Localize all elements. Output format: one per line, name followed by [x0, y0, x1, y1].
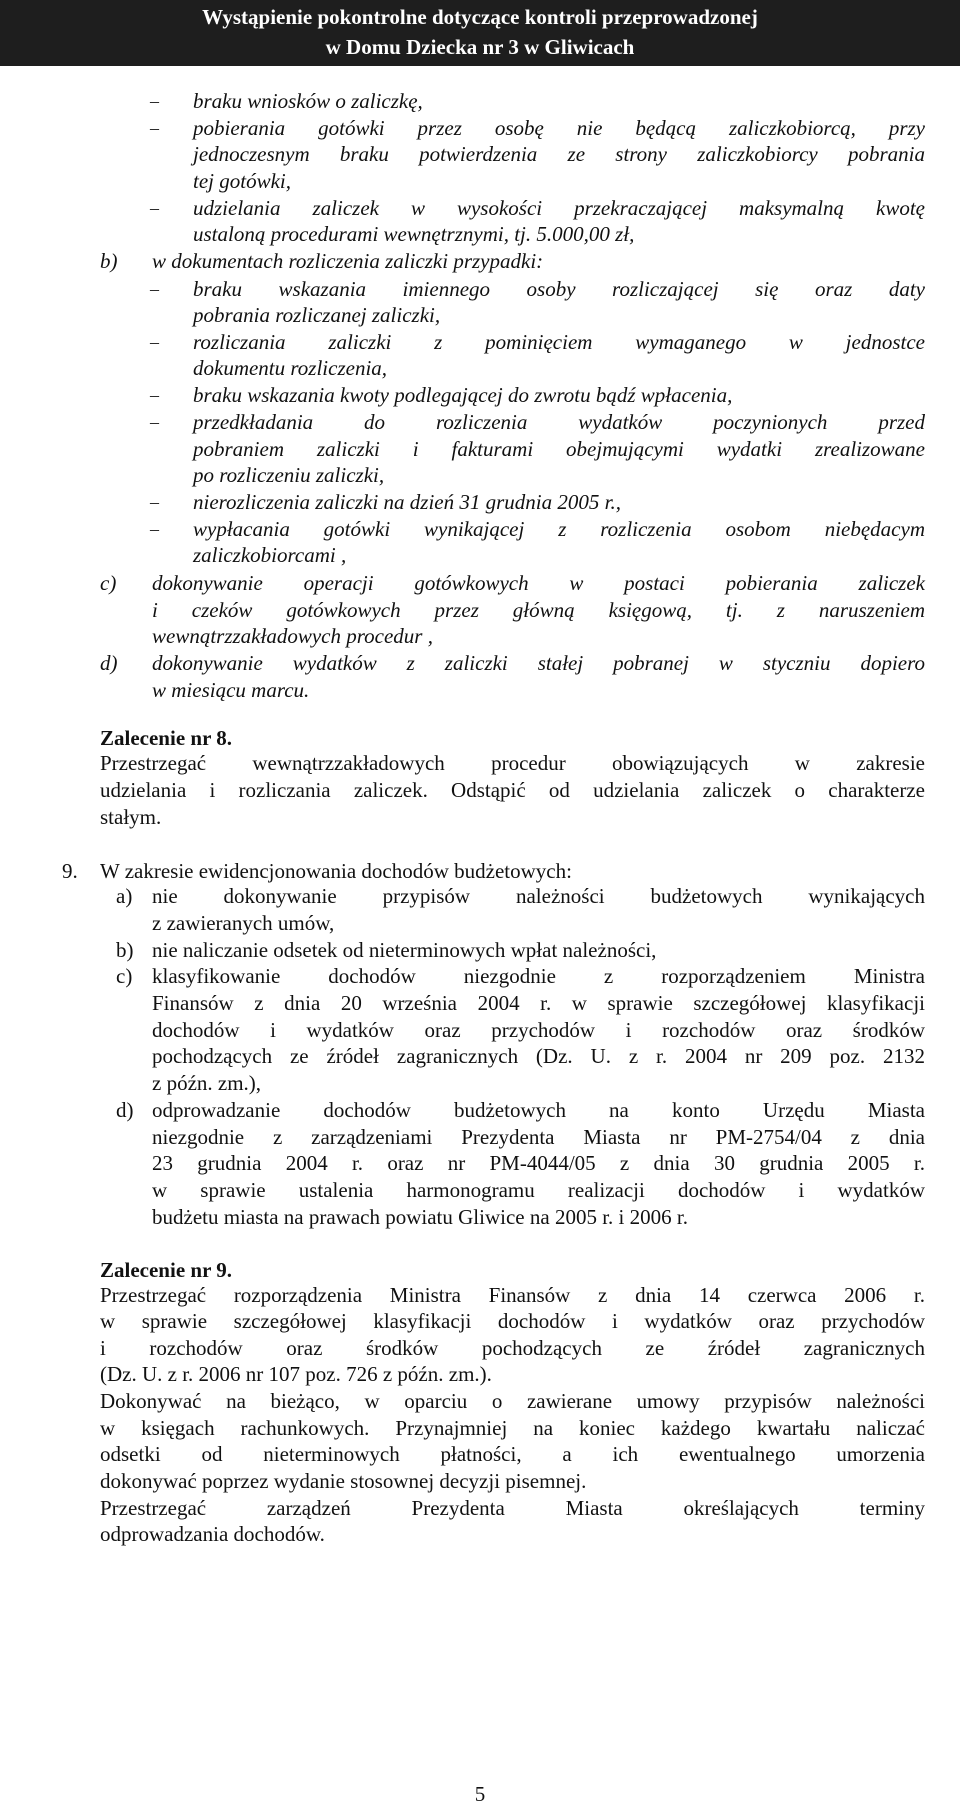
list-dash: – — [150, 279, 159, 299]
section-c-line: wewnątrzzakładowych procedur , — [152, 624, 433, 648]
point-9-item-line: pochodzących ze źródeł zagranicznych (Dz. U. z r. 2004 nr 209 poz. 2132 — [152, 1044, 925, 1068]
list-dash: – — [150, 412, 159, 432]
recommendation-9-line: Przestrzegać rozporządzenia Ministra Finansów z dnia 14 czerwca 2006 r. — [100, 1283, 925, 1307]
recommendation-9-line: dokonywać poprzez wydanie stosownej decyzji pisemnej. — [100, 1469, 587, 1493]
list-item-line: braku wniosków o zaliczkę, — [193, 89, 423, 113]
section-d-line: dokonywanie wydatków z zaliczki stałej pobranej w styczniu dopiero — [152, 651, 925, 675]
list-item-line: braku wskazania imiennego osoby rozliczającej się oraz daty — [193, 277, 925, 301]
point-9-item-line: w sprawie ustalenia harmonogramu realizacji dochodów i wydatków — [152, 1178, 925, 1202]
recommendation-9-line: odsetki od nieterminowych płatności, a ich ewentualnego umorzenia — [100, 1442, 925, 1466]
section-c-line: dokonywanie operacji gotówkowych w postaci pobierania zaliczek — [152, 571, 925, 595]
point-9-item-line: nie naliczanie odsetek od nieterminowych wpłat należności, — [152, 938, 657, 962]
document-header — [0, 0, 960, 66]
list-dash: – — [150, 91, 159, 111]
recommendation-9-line: Przestrzegać zarządzeń Prezydenta Miasta określających terminy — [100, 1496, 925, 1520]
point-9-marker: a) — [116, 884, 133, 908]
point-9-item-line: nie dokonywanie przypisów należności budżetowych wynikających — [152, 884, 925, 908]
list-item-line: po rozliczeniu zaliczki, — [193, 463, 385, 487]
list-item-line: rozliczania zaliczki z pominięciem wymaganego w jednostce — [193, 330, 925, 354]
list-item-line: nierozliczenia zaliczki na dzień 31 grudnia 2005 r., — [193, 490, 621, 514]
section-d-line: w miesiącu marcu. — [152, 678, 310, 702]
section-c-line: i czeków gotówkowych przez główną księgową, tj. z naruszeniem — [152, 598, 925, 622]
list-dash: – — [150, 332, 159, 352]
list-item-line: wypłacania gotówki wynikającej z rozliczenia osobom niebędacym — [193, 517, 925, 541]
point-9-heading: W zakresie ewidencjonowania dochodów budżetowych: — [100, 859, 572, 883]
list-item-line: udzielania zaliczek w wysokości przekraczającej maksymalną kwotę — [193, 196, 925, 220]
point-9-item-line: klasyfikowanie dochodów niezgodnie z rozporządzeniem Ministra — [152, 964, 925, 988]
recommendation-8-line: udzielania i rozliczania zaliczek. Odstąpić od udzielania zaliczek o charakterze — [100, 778, 925, 802]
recommendation-9-line: w sprawie szczegółowej klasyfikacji dochodów i wydatków oraz przychodów — [100, 1309, 925, 1333]
recommendation-9-line: i rozchodów oraz środków pochodzących ze źródeł zagranicznych — [100, 1336, 925, 1360]
recommendation-9-line: (Dz. U. z r. 2006 nr 107 poz. 726 z późn. zm.). — [100, 1362, 492, 1386]
point-9-item-line: Finansów z dnia 20 września 2004 r. w sprawie szczegółowej klasyfikacji — [152, 991, 925, 1015]
list-dash: – — [150, 385, 159, 405]
recommendation-8-line: stałym. — [100, 805, 162, 829]
list-item-line: przedkładania do rozliczenia wydatków poczynionych przed — [193, 410, 925, 434]
recommendation-8-title: Zalecenie nr 8. — [100, 726, 233, 750]
recommendation-9-line: odprowadzania dochodów. — [100, 1522, 325, 1546]
point-9-item-line: niezgodnie z zarządzeniami Prezydenta Miasta nr PM-2754/04 z dnia — [152, 1125, 925, 1149]
list-dash: – — [150, 118, 159, 138]
list-item-line: pobierania gotówki przez osobę nie będącą zaliczkobiorcą, przy — [193, 116, 925, 140]
point-9-item-line: 23 grudnia 2004 r. oraz nr PM-4044/05 z dnia 30 grudnia 2005 r. — [152, 1151, 925, 1175]
list-item-line: pobraniem zaliczki i fakturami obejmującymi wydatki zrealizowane — [193, 437, 925, 461]
list-marker-b: b) — [100, 249, 118, 273]
point-9-number: 9. — [62, 859, 78, 883]
list-item-line: ustaloną procedurami wewnętrznymi, tj. 5.000,00 zł, — [193, 222, 635, 246]
list-item-line: tej gotówki, — [193, 169, 291, 193]
list-marker-c: c) — [100, 571, 117, 595]
point-9-marker: d) — [116, 1098, 134, 1122]
list-item-line: dokumentu rozliczenia, — [193, 356, 388, 380]
list-marker-d: d) — [100, 651, 118, 675]
list-dash: – — [150, 519, 159, 539]
list-dash: – — [150, 198, 159, 218]
list-item-line: pobrania rozliczanej zaliczki, — [193, 303, 441, 327]
point-9-item-line: odprowadzanie dochodów budżetowych na konto Urzędu Miasta — [152, 1098, 925, 1122]
list-dash: – — [150, 492, 159, 512]
point-9-item-line: z późn. zm.), — [152, 1071, 262, 1095]
header-line-1: Wystąpienie pokontrolne dotyczące kontroli przeprowadzonej — [202, 5, 758, 29]
recommendation-9-title: Zalecenie nr 9. — [100, 1258, 233, 1282]
point-9-item-line: budżetu miasta na prawach powiatu Gliwice na 2005 r. i 2006 r. — [152, 1205, 688, 1229]
header-line-2: w Domu Dziecka nr 3 w Gliwicach — [325, 35, 635, 59]
recommendation-8-line: Przestrzegać wewnątrzzakładowych procedur obowiązujących w zakresie — [100, 751, 925, 775]
list-item-line: jednoczesnym braku potwierdzenia ze strony zaliczkobiorcy pobrania — [193, 142, 925, 166]
list-item-line: zaliczkobiorcami , — [193, 543, 347, 567]
list-item-line: braku wskazania kwoty podlegającej do zwrotu bądź wpłacenia, — [193, 383, 733, 407]
recommendation-9-line: Dokonywać na bieżąco, w oparciu o zawierane umowy przypisów należności — [100, 1389, 925, 1413]
page-number: 5 — [474, 1782, 486, 1806]
point-9-item-line: z zawieranych umów, — [152, 911, 335, 935]
point-9-item-line: dochodów i wydatków oraz przychodów i rozchodów oraz środków — [152, 1018, 925, 1042]
point-9-marker: b) — [116, 938, 134, 962]
recommendation-9-line: w księgach rachunkowych. Przynajmniej na koniec każdego kwartału naliczać — [100, 1416, 925, 1440]
section-b-text: w dokumentach rozliczenia zaliczki przypadki: — [152, 249, 544, 273]
point-9-marker: c) — [116, 964, 133, 988]
